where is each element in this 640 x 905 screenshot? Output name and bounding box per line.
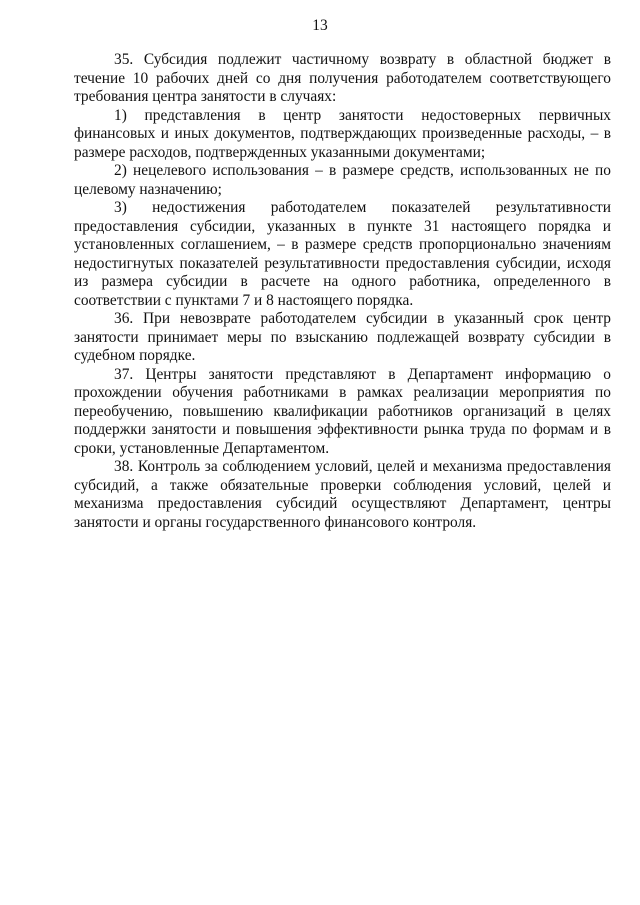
paragraph-35: 35. Субсидия подлежит частичному возврату в областной бюджет в течение 10 рабочих дней со дня получения работодателем соответствующего требования центра занятости в случаях:: [74, 51, 611, 105]
paragraph-38: 38. Контроль за соблюдением условий, целей и механизма предоставления субсидий, а также обязательные проверки соблюдения условий, целей и механизма предоставления субсидий осуществляют Департамент, центры занятости и органы государственного финансового контроля.: [74, 458, 611, 531]
paragraph-35-item-2: 2) нецелевого использования – в размере средств, использованных не по целевому назначению;: [74, 162, 611, 198]
paragraph-35-item-3: 3) недостижения работодателем показателей результативности предоставления субсидии, указанных в пункте 31 настоящего порядка и установленных соглашением, – в размере средств пропорционально значениям недостигнутых показателей результативности предоставления субсидии, исходя из размера субсидии в расчете на одного работника, определенного в соответствии с пунктами 7 и 8 настоящего порядка.: [74, 199, 611, 309]
page-number: 13: [312, 17, 328, 34]
paragraph-35-item-1: 1) представления в центр занятости недостоверных первичных финансовых и иных документов, подтверждающих произведенные расходы, – в размере расходов, подтвержденных указанными документами;: [74, 106, 611, 161]
paragraph-37: 37. Центры занятости представляют в Департамент информацию о прохождении обучения работниками в рамках реализации мероприятия по переобучению, повышению квалификации работников организаций в целях поддержки занятости и повышения эффективности рынка труда по формам и в сроки, установленные Департаментом.: [74, 365, 611, 457]
document-body: [74, 51, 611, 532]
paragraph-36: 36. При невозврате работодателем субсидии в указанный срок центр занятости принимает меры по взысканию подлежащей возврату субсидии в судебном порядке.: [74, 310, 611, 364]
